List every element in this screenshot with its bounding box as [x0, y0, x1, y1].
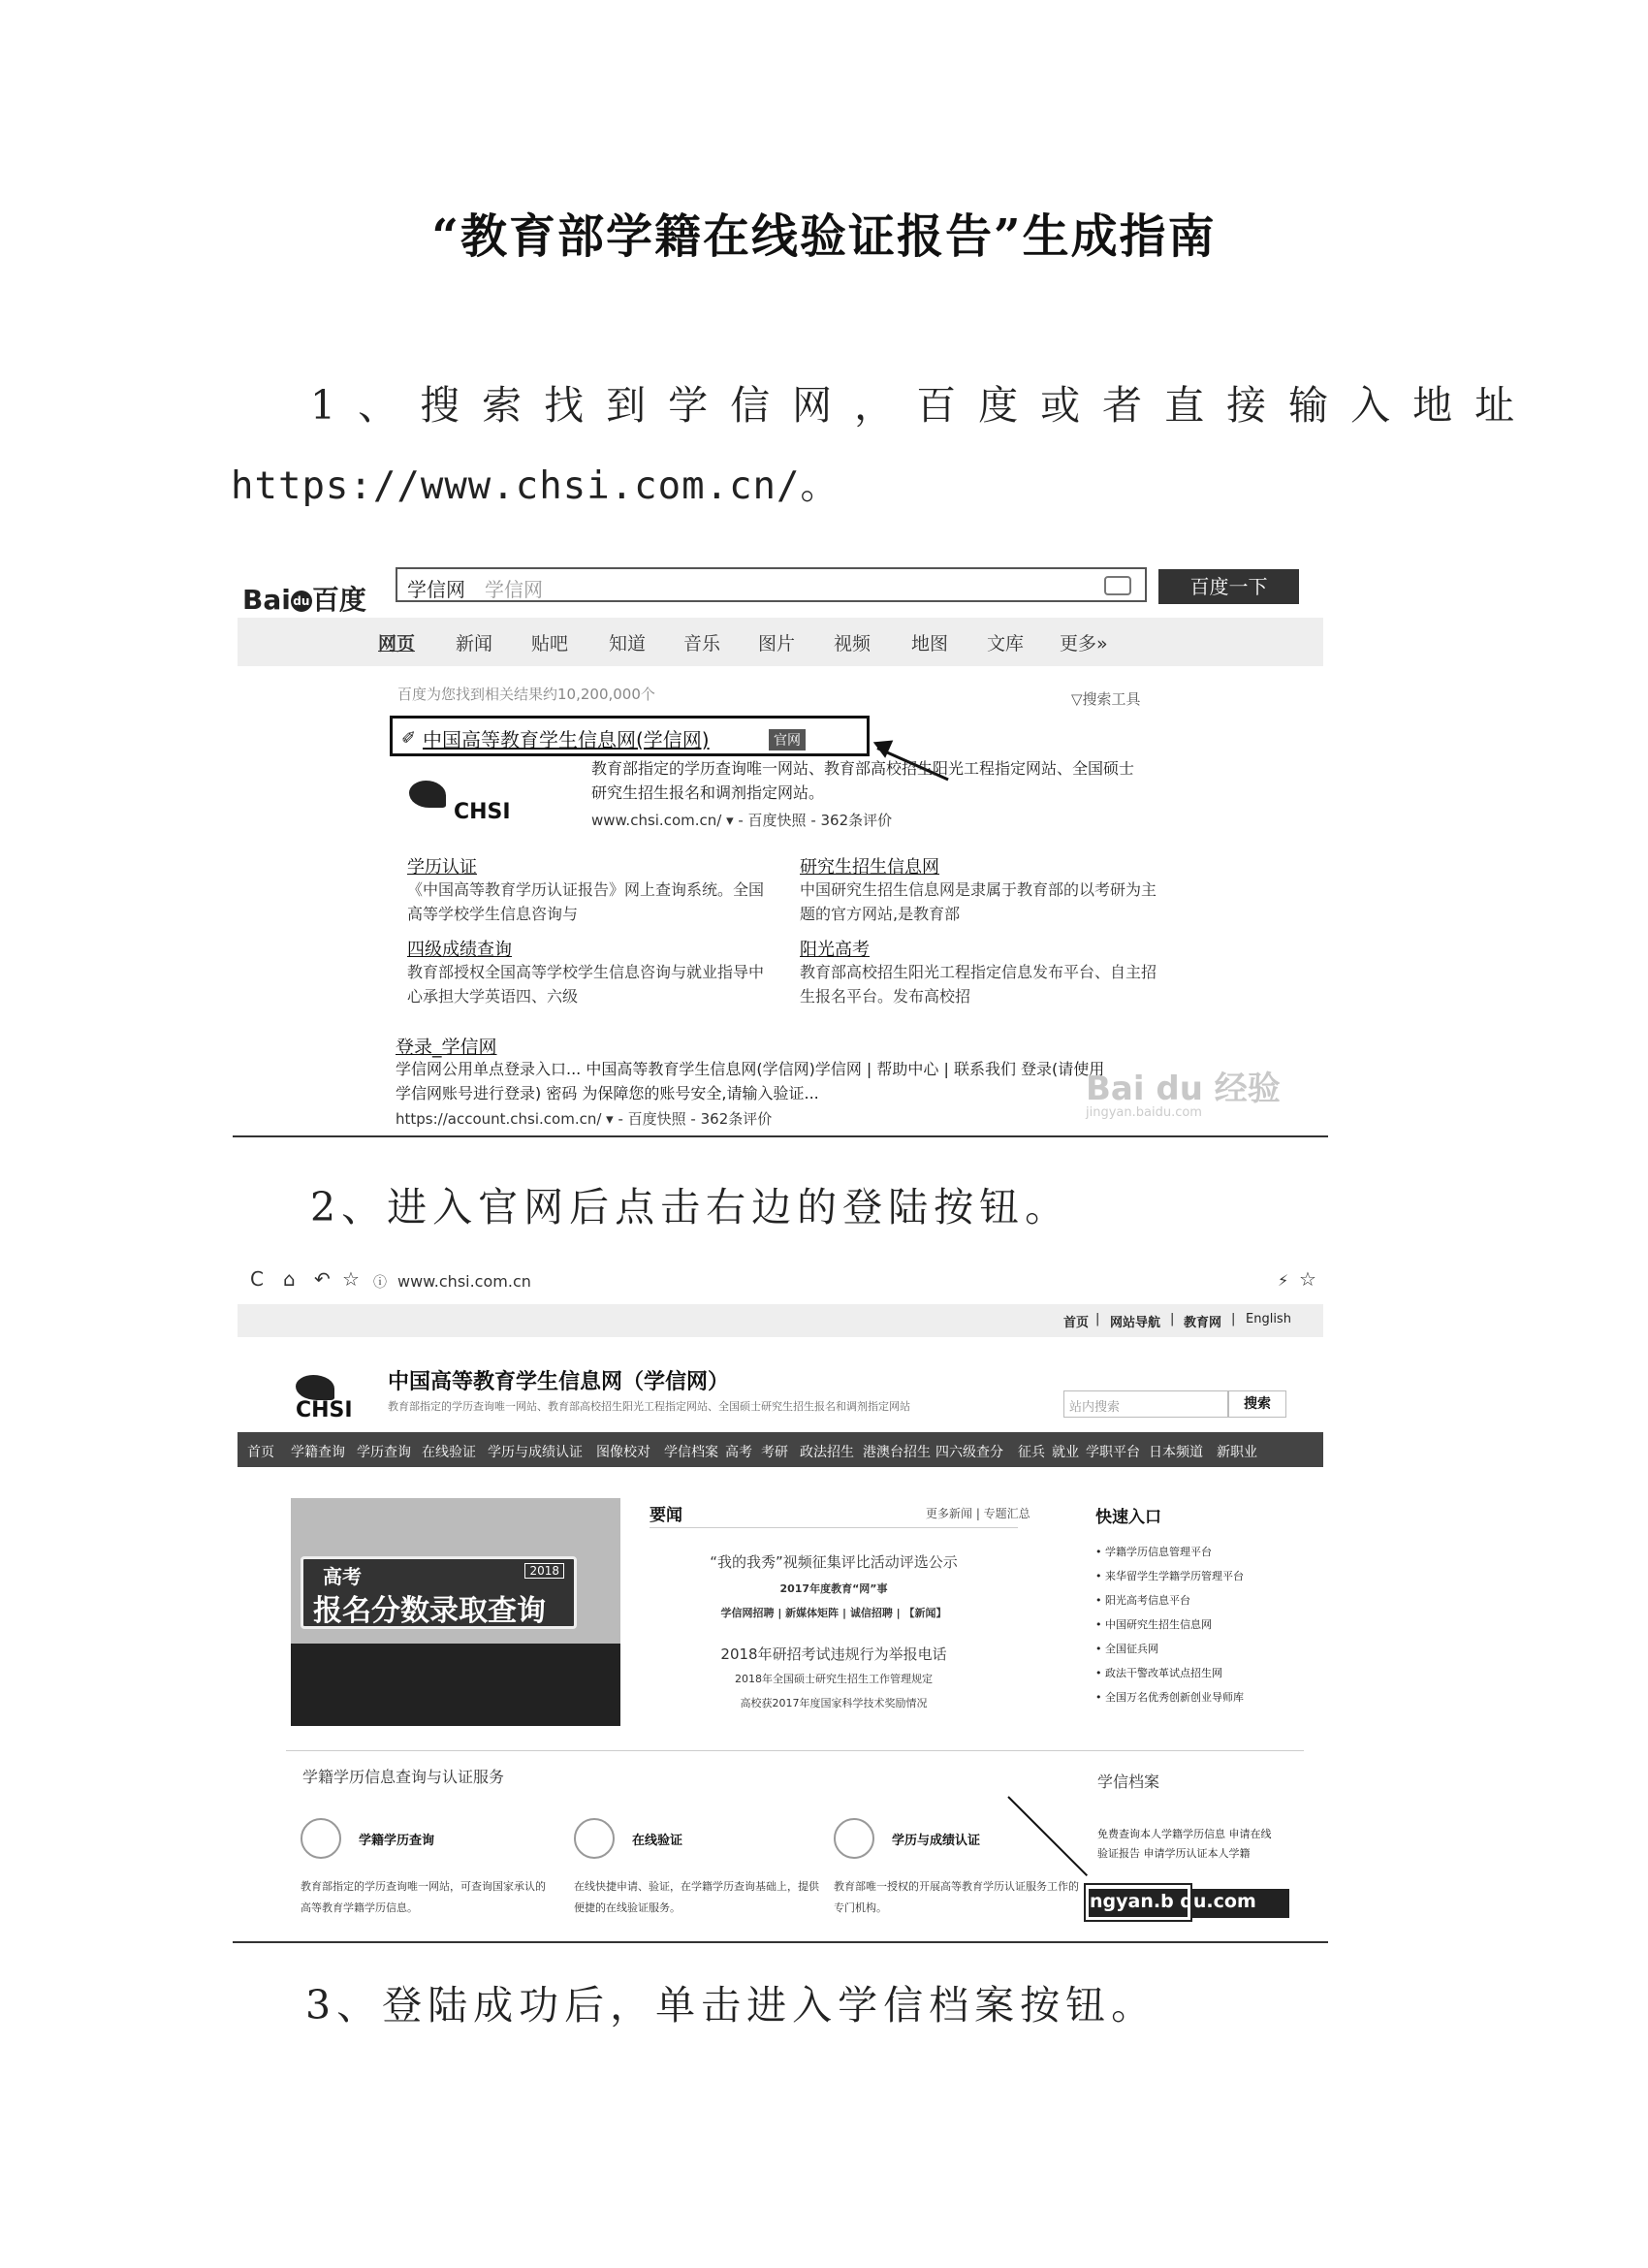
pin-icon: ✐ [401, 728, 417, 749]
address-url[interactable]: www.chsi.com.cn [397, 1272, 531, 1291]
result1-url[interactable]: www.chsi.com.cn/ ▾ - 百度快照 - 362条评价 [591, 812, 893, 829]
baidu-logo[interactable]: Bai du百度 [242, 584, 366, 616]
quick-link[interactable]: • 阳光高考信息平台 [1095, 1594, 1190, 1607]
tab-video[interactable]: 视频 [834, 633, 872, 655]
reload-icon[interactable]: C [250, 1267, 264, 1291]
tab-news[interactable]: 新闻 [456, 633, 493, 655]
result2-title-link[interactable]: 登录_学信网 [396, 1037, 497, 1058]
search-input[interactable]: 学信网 学信网 [396, 567, 1147, 602]
star-icon[interactable]: ☆ [342, 1267, 360, 1291]
browser-address-bar [233, 1265, 1328, 1296]
archive-description: 免费查询本人学籍学历信息 申请在线验证报告 申请学历认证本人学籍 [1097, 1828, 1272, 1860]
divider [233, 1135, 1328, 1137]
verify-icon [574, 1818, 615, 1859]
sublink-yanzhao[interactable]: 研究生招生信息网 [800, 857, 939, 878]
service-desc: 教育部唯一授权的开展高等教育学历认证服务工作的专门机构。 [834, 1880, 1079, 1914]
quick-link[interactable]: • 全国万名优秀创新创业导师库 [1095, 1691, 1244, 1704]
site-search-button[interactable]: 搜索 [1228, 1390, 1286, 1418]
result2-url[interactable]: https://account.chsi.com.cn/ ▾ - 百度快照 - 362条评价 [396, 1110, 773, 1128]
login-highlight-box[interactable] [1086, 1885, 1190, 1920]
top-link-edunet[interactable]: 教育网 [1184, 1316, 1222, 1330]
result2-description: 学信网公用单点登录入口... 中国高等教育学生信息网(学信网)学信网 | 帮助中心 | 联系我们 登录(请使用学信网账号进行登录) 密码 为保障您的账号安全,请输入验证... [396, 1060, 1105, 1102]
banner-crowd [291, 1644, 620, 1726]
service-title: 学籍学历查询 [359, 1834, 435, 1848]
step1-text: 1、搜索找到学信网，百度或者直接输入地址 [310, 382, 1537, 429]
nav-item[interactable]: 图像校对 [596, 1445, 650, 1460]
sublink-gaokao[interactable]: 阳光高考 [800, 940, 870, 960]
tab-more[interactable]: 更多» [1060, 633, 1108, 655]
quick-link[interactable]: • 中国研究生招生信息网 [1095, 1618, 1212, 1631]
nav-item[interactable]: 就业 [1052, 1445, 1079, 1460]
result-count: 百度为您找到相关结果约10,200,000个 [397, 686, 655, 703]
sublink-gaokao-desc: 教育部高校招生阳光工程指定信息发布平台、自主招生报名平台。发布高校招 [800, 963, 1157, 1006]
nav-item[interactable]: 首页 [247, 1445, 274, 1460]
quick-link[interactable]: • 学籍学历信息管理平台 [1095, 1546, 1212, 1558]
tab-web[interactable]: 网页 [378, 633, 416, 655]
tab-images[interactable]: 图片 [758, 633, 796, 655]
archive-heading: 学信档案 [1097, 1773, 1160, 1791]
news-heading: 要闻 [650, 1506, 682, 1525]
quick-entry-heading: 快速入口 [1095, 1508, 1161, 1527]
quick-link[interactable]: • 全国征兵网 [1095, 1643, 1158, 1655]
separator: | [1231, 1312, 1236, 1326]
site-info-icon[interactable]: ⓘ [373, 1275, 387, 1291]
sublink-cet[interactable]: 四级成绩查询 [407, 940, 512, 960]
banner-board [301, 1556, 577, 1629]
divider [286, 1750, 1304, 1751]
tab-wenku[interactable]: 文库 [987, 633, 1025, 655]
nav-item[interactable]: 日本频道 [1149, 1445, 1203, 1460]
search-button[interactable]: 百度一下 [1158, 569, 1299, 604]
news-item[interactable]: “我的我秀”视频征集评比活动评选公示 [710, 1553, 958, 1571]
chsi-logo: CHSI [454, 800, 511, 824]
divider [650, 1527, 1018, 1528]
top-link-home[interactable]: 首页 [1063, 1316, 1090, 1330]
document-title: “教育部学籍在线验证报告”生成指南 [431, 209, 1217, 264]
news-item[interactable]: 2017年度教育“网”事 [779, 1582, 888, 1595]
news-more-link[interactable]: 更多新闻 | 专题汇总 [926, 1507, 1030, 1520]
pointer-line [1007, 1796, 1088, 1876]
nav-item[interactable]: 学籍查询 [291, 1445, 345, 1460]
step1-url: https://www.chsi.com.cn/。 [231, 464, 840, 508]
nav-item[interactable]: 学职平台 [1086, 1445, 1140, 1460]
news-item[interactable]: 2018年全国硕士研究生招生工作管理规定 [735, 1673, 933, 1685]
paw-icon: du [291, 591, 312, 612]
quick-link[interactable]: • 政法干警改革试点招生网 [1095, 1667, 1222, 1679]
sublink-xueli[interactable]: 学历认证 [407, 857, 477, 878]
camera-icon[interactable] [1104, 576, 1131, 595]
result1-description: 教育部指定的学历查询唯一网站、教育部高校招生阳光工程指定网站、全国硕士研究生招生报名和调剂指定网站。 [591, 759, 1135, 802]
tab-zhidao[interactable]: 知道 [609, 633, 647, 655]
news-item[interactable]: 2018年研招考试违规行为举报电话 [720, 1645, 947, 1663]
watermark: Bai du 经验 [1086, 1070, 1281, 1108]
sublink-cet-desc: 教育部授权全国高等学校学生信息咨询与就业指导中心承担大学英语四、六级 [407, 963, 765, 1006]
service-desc: 教育部指定的学历查询唯一网站，可查询国家承认的高等教育学籍学历信息。 [301, 1880, 546, 1914]
watermark-text: ngyan.b du.com [1090, 1891, 1256, 1912]
service-title: 在线验证 [632, 1834, 683, 1848]
tab-music[interactable]: 音乐 [683, 633, 721, 655]
news-item[interactable]: 学信网招聘 | 新媒体矩阵 | 诚信招聘 | 【新闻】 [720, 1607, 947, 1619]
chsi-top-links [238, 1304, 1323, 1337]
baidu-search-screenshot [233, 558, 1328, 1139]
site-title: 中国高等教育学生信息网（学信网） [388, 1370, 730, 1394]
nav-item[interactable]: 考研 [761, 1445, 788, 1460]
sublink-yanzhao-desc: 中国研究生招生信息网是隶属于教育部的以考研为主题的官方网站,是教育部 [800, 880, 1157, 923]
quick-entry-list [1095, 1540, 1244, 1709]
main-nav [238, 1432, 1323, 1467]
divider [233, 1941, 1328, 1943]
site-subtitle: 教育部指定的学历查询唯一网站、教育部高校招生阳光工程指定网站、全国硕士研究生招生报名和调剂指定网站 [388, 1400, 910, 1413]
sublink-xueli-desc: 《中国高等教育学历认证报告》网上查询系统。全国高等学校学生信息咨询与 [407, 880, 765, 923]
search-tools[interactable]: ▽搜索工具 [1071, 690, 1141, 708]
gaokao-banner[interactable] [291, 1498, 620, 1726]
nav-item[interactable]: 在线验证 [422, 1445, 476, 1460]
nav-item[interactable]: 学历查询 [357, 1445, 411, 1460]
bolt-icon[interactable]: ⚡ [1278, 1271, 1289, 1290]
separator: | [1095, 1312, 1100, 1326]
certificate-icon [834, 1818, 874, 1859]
banner-line2: 报名分数录取查询 [313, 1594, 546, 1628]
chsi-homepage-screenshot [233, 1261, 1328, 1949]
nav-item[interactable]: 学历与成绩认证 [488, 1445, 583, 1460]
separator: | [1170, 1312, 1175, 1326]
services-heading: 学籍学历信息查询与认证服务 [302, 1768, 505, 1786]
nav-item[interactable]: 四六级查分 [935, 1445, 1003, 1460]
quick-link[interactable]: • 来华留学生学籍学历管理平台 [1095, 1570, 1244, 1582]
step3-text: 3、登陆成功后，单击进入学信档案按钮。 [305, 1982, 1157, 2028]
nav-item[interactable]: 政法招生 [800, 1445, 854, 1460]
tab-tieba[interactable]: 贴吧 [531, 633, 569, 655]
result1-title-link[interactable]: 中国高等教育学生信息网(学信网) [423, 728, 710, 751]
nav-item[interactable]: 港澳台招生 [863, 1445, 931, 1460]
top-link-sitemap[interactable]: 网站导航 [1110, 1316, 1161, 1330]
site-search-input[interactable]: 站内搜索 [1063, 1390, 1228, 1418]
search-tabs [238, 618, 1323, 666]
tab-map[interactable]: 地图 [911, 633, 949, 655]
chsi-bird-icon [296, 1375, 334, 1400]
chsi-bird-icon [409, 781, 446, 808]
home-icon[interactable]: ⌂ [283, 1267, 296, 1291]
top-link-english[interactable]: English [1246, 1312, 1291, 1326]
document-search-icon [301, 1818, 341, 1859]
bookmark-icon[interactable]: ☆ [1299, 1267, 1316, 1291]
nav-item[interactable]: 新职业 [1217, 1445, 1257, 1460]
chsi-logo[interactable]: CHSI [296, 1398, 353, 1422]
back-icon[interactable]: ↶ [314, 1267, 331, 1291]
service-desc: 在线快捷申请、验证，在学籍学历查询基础上，提供便捷的在线验证服务。 [574, 1880, 819, 1914]
nav-item[interactable]: 高考 [725, 1445, 752, 1460]
watermark-url: jingyan.baidu.com [1086, 1105, 1202, 1120]
official-badge: 官网 [769, 729, 806, 751]
nav-item[interactable]: 征兵 [1018, 1445, 1045, 1460]
step2-text: 2、进入官网后点击右边的登陆按钮。 [310, 1184, 1071, 1230]
banner-year: 2018 [524, 1563, 564, 1579]
nav-item[interactable]: 学信档案 [664, 1445, 718, 1460]
service-title: 学历与成绩认证 [892, 1834, 981, 1848]
news-item[interactable]: 高校获2017年度国家科学技术奖励情况 [740, 1697, 928, 1709]
banner-line1: 高考 [323, 1565, 362, 1588]
